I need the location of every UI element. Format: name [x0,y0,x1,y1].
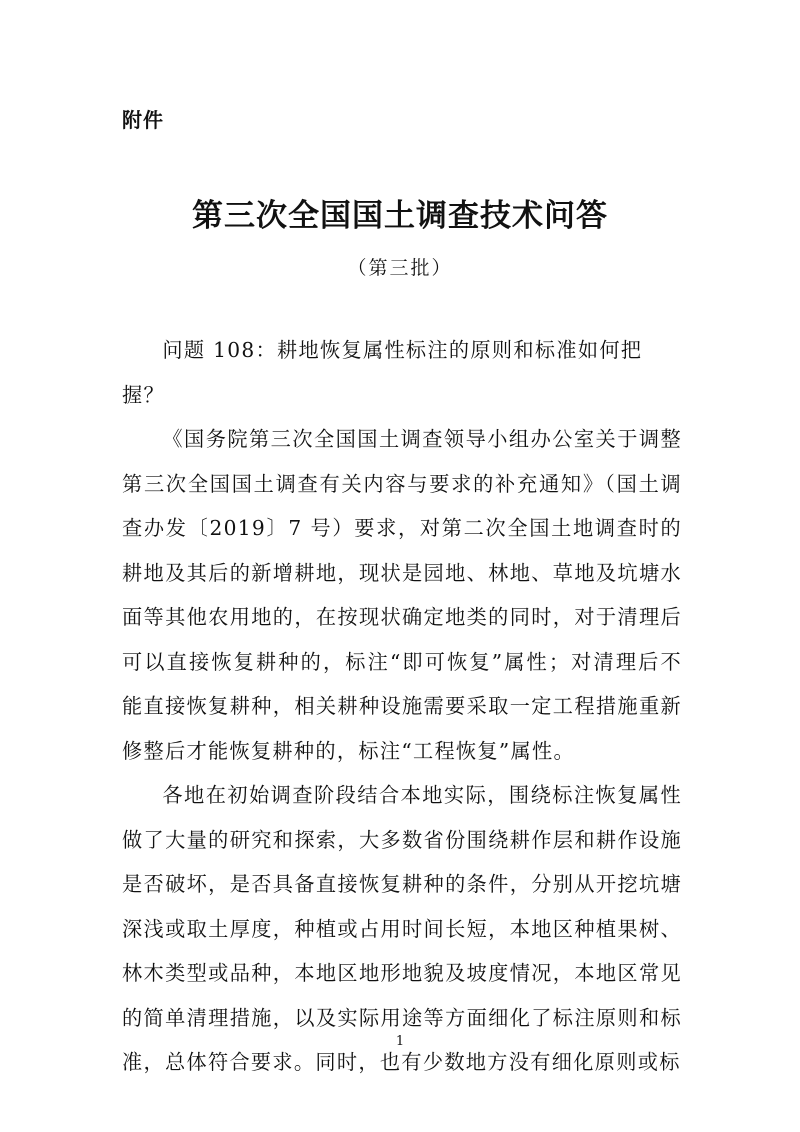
document-body [122,328,682,1085]
document-title: 第三次全国国土调查技术问答 [192,198,608,234]
page-number: 1 [395,1034,405,1049]
paragraph-2: 各地在初始调查阶段结合本地实际，围绕标注恢复属性做了大量的研究和探索，大多数省份围绕耕作层和耕作设施是否破坏，是否具备直接恢复耕种的条件，分别从开挖坑塘深浅或取土厚度，种植或占用时间长短，本地区种植果树、林木类型或品种，本地区地形地貌及坡度情况，本地区常见的简单清理措施，以及实际用途等方面细化了标注原则和标准，总体符合要求。同时，也有少数地方没有细化原则或标 [122,783,682,1074]
document-subtitle: （第三批） [347,257,453,279]
question-heading: 问题 108：耕地恢复属性标注的原则和标准如何把握？ [122,338,643,407]
attachment-label: 附件 [122,108,164,132]
paragraph-1: 《国务院第三次全国国土调查领导小组办公室关于调整第三次全国国土调查有关内容与要求的补充通知》（国土调查办发〔2019〕7 号）要求，对第二次全国土地调查时的耕地及其后的新增耕地，现状是园地、林地、草地及坑塘水面等其他农用地的，在按现状确定地类的同时，对于清理后可以直接恢复耕种的，标注“即可恢复”属性；对清理后不能直接恢复耕种，相关耕种设施需要采取一定工程措施重新修整后才能恢复耕种的，标注“工程恢复”属性。 [122,427,682,763]
